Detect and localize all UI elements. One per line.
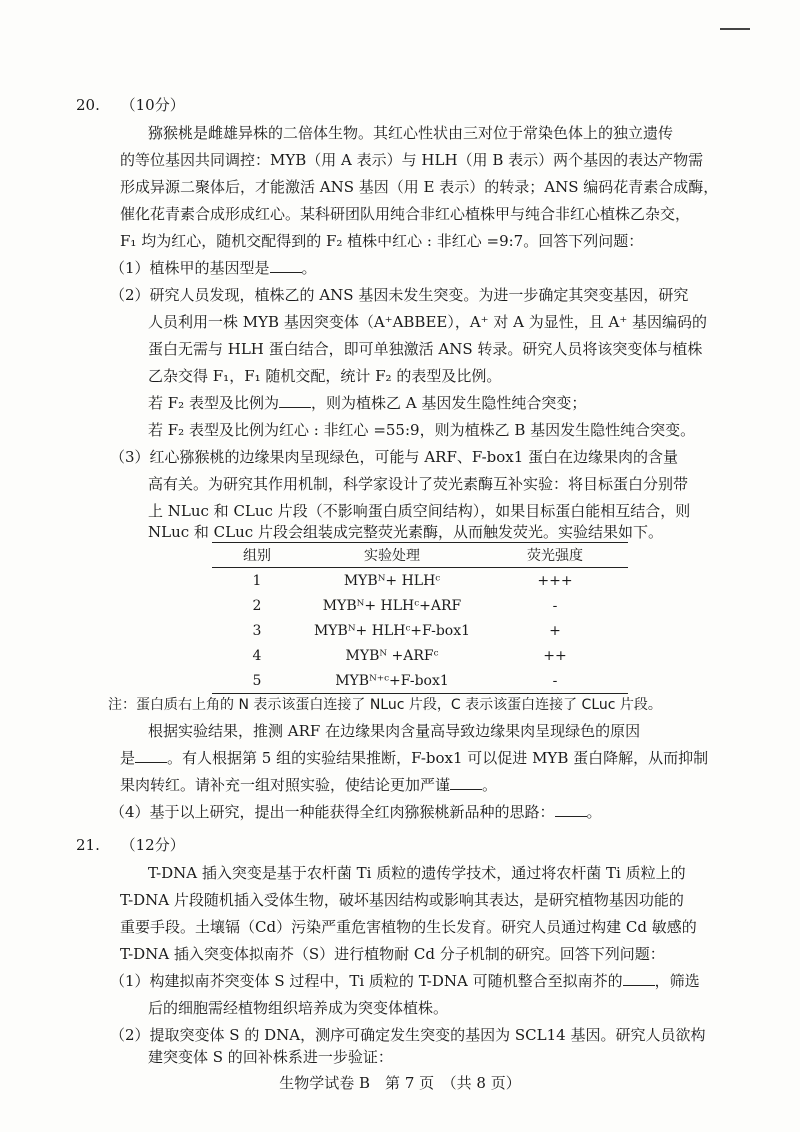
case-a-end: ，则为植株乙 A 基因发生隐性纯合突变； <box>310 394 587 412</box>
table-cell: - <box>482 668 628 694</box>
q20-sub4 <box>110 801 602 823</box>
q20-intro-line: 形成异源二聚体后，才能激活 ANS 基因（用 E 表示）的转录；ANS 编码花青素合成酶， <box>120 178 719 196</box>
q21-sub1 <box>110 970 700 992</box>
table-header: 实验处理 <box>302 543 482 568</box>
q20-sub1-text: （1）植株甲的基因型是 <box>110 259 270 277</box>
answer-blank <box>623 971 655 986</box>
q20-sub1-end: 。 <box>301 259 317 277</box>
q21-sub2: （2）提取突变体 S 的 DNA，测序可确定发生突变的基因为 SCL14 基因。研究人员欲构 <box>110 1026 706 1044</box>
q20-sub3-cont <box>120 774 497 796</box>
scan-mark <box>720 28 750 30</box>
q20-intro-line: 猕猴桃是雌雄异株的二倍体生物。其红心性状由三对位于常染色体上的独立遗传 <box>148 124 674 142</box>
question-points: （10分） <box>120 96 185 114</box>
q20-intro-line: F₁ 均为红心，随机交配得到的 F₂ 植株中红心 : 非红心 =9:7。回答下列问题： <box>120 232 644 250</box>
table-cell: MYBᴺ+ HLHᶜ+ARF <box>322 597 462 614</box>
table-cell: 5 <box>212 668 302 694</box>
table-row <box>212 593 628 618</box>
q20-sub2-case-b: 若 F₂ 表型及比例为红心 : 非红心 =55:9，则为植株乙 B 基因发生隐性纯合突变。 <box>148 421 696 439</box>
q21-intro-line: T-DNA 插入突变是基于农杆菌 Ti 质粒的遗传学技术，通过将农杆菌 Ti 质粒上的 <box>148 864 686 882</box>
case-a-text: 若 F₂ 表型及比例为 <box>148 394 279 412</box>
table-row <box>212 668 628 694</box>
sub4-text: （4）基于以上研究，提出一种能获得全红肉猕猴桃新品种的思路： <box>110 803 555 821</box>
question-21-header <box>76 834 185 855</box>
table-cell: 2 <box>252 597 262 614</box>
q21-intro-line: T-DNA 插入突变体拟南芥（S）进行植物耐 Cd 分子机制的研究。回答下列问题： <box>120 945 665 963</box>
answer-blank <box>270 258 302 273</box>
sub1-text: （1）构建拟南芥突变体 S 过程中，Ti 质粒的 T-DNA 可随机整合至拟南芥的 <box>110 972 623 990</box>
table-cell: +++ <box>537 572 573 589</box>
table-row <box>212 643 628 668</box>
table-cell: 4 <box>252 647 262 664</box>
q20-sub2-line: 乙杂交得 F₁，F₁ 随机交配，统计 F₂ 的表型及比例。 <box>148 367 502 385</box>
q20-sub2-line: 人员利用一株 MYB 基因突变体（A⁺ABBEE），A⁺ 对 A 为显性，且 A⁺ 基因编码的 <box>148 313 708 331</box>
question-points: （12分） <box>120 836 185 854</box>
table-cell: ++ <box>543 647 567 664</box>
table-cell: MYBᴺ+ HLHᶜ <box>343 572 441 589</box>
sub4-end: 。 <box>586 803 602 821</box>
results-table <box>212 542 628 694</box>
table-cell: - <box>552 597 558 614</box>
q20-sub3-cont <box>120 747 708 769</box>
q20-sub3-line: 高有关。为研究其作用机制，科学家设计了荧光素酶互补实验：将目标蛋白分别带 <box>148 475 689 493</box>
question-number: 21. <box>76 836 100 854</box>
table-cell: 1 <box>252 572 262 589</box>
q21-intro-line: T-DNA 片段随机插入受体生物，破坏基因结构或影响其表达，是研究植物基因功能的 <box>120 891 684 909</box>
q20-sub3-line: （3）红心猕猴桃的边缘果肉呈现绿色，可能与 ARF、F-box1 蛋白在边缘果肉的含量 <box>110 448 679 466</box>
q20-intro-line: 的等位基因共同调控：MYB（用 A 表示）与 HLH（用 B 表示）两个基因的表达产物需 <box>120 151 704 169</box>
table-cell: MYBᴺ+ HLHᶜ+F-box1 <box>313 622 471 639</box>
table-row <box>212 568 628 594</box>
question-number: 20. <box>76 96 100 114</box>
cont-text: 是 <box>120 749 136 767</box>
table-cell: MYBᴺ +ARFᶜ <box>345 647 439 664</box>
q21-intro-line: 重要手段。土壤镉（Cd）污染严重危害植物的生长发育。研究人员通过构建 Cd 敏感的 <box>120 918 697 936</box>
table-row <box>212 618 628 643</box>
table-note: 注：蛋白质右上角的 N 表示该蛋白连接了 NLuc 片段，C 表示该蛋白连接了 CLuc 片段。 <box>108 697 662 713</box>
table-cell: MYBᴺ⁺ᶜ+F-box1 <box>302 668 482 694</box>
table-header: 组别 <box>212 543 302 568</box>
q20-sub2-line: （2）研究人员发现，植株乙的 ANS 基因未发生突变。为进一步确定其突变基因，研究 <box>110 286 689 304</box>
answer-blank <box>555 802 587 817</box>
cont-text: 。有人根据第 5 组的实验结果推断，F-box1 可以促进 MYB 蛋白降解，从而抑制 <box>167 749 709 767</box>
answer-blank <box>135 748 167 763</box>
cont-text: 。 <box>482 776 498 794</box>
question-20-header <box>76 94 185 115</box>
page-footer: 生物学试卷 B 第 7 页 （共 8 页） <box>279 1074 521 1092</box>
table-cell: 3 <box>252 622 262 639</box>
q20-sub3-line: 上 NLuc 和 CLuc 片段（不影响蛋白质空间结构），如果目标蛋白能相互结合，则 <box>148 502 691 520</box>
q20-intro-line: 催化花青素合成形成红心。某科研团队用纯合非红心植株甲与纯合非红心植株乙杂交， <box>120 205 691 223</box>
q20-sub1 <box>110 257 317 279</box>
q20-sub2-case-a <box>148 392 586 414</box>
answer-blank <box>450 775 482 790</box>
sub1-text: ，筛选 <box>654 972 700 990</box>
q20-sub3-line: NLuc 和 CLuc 片段会组装成完整荧光素酶，从而触发荧光。实验结果如下。 <box>148 523 663 541</box>
answer-blank <box>279 393 311 408</box>
q21-sub1-cont: 后的细胞需经植物组织培养成为突变体植株。 <box>148 999 449 1017</box>
cont-text: 果肉转红。请补充一组对照实验，使结论更加严谨 <box>120 776 451 794</box>
table-cell: + <box>549 622 561 639</box>
q20-sub3-cont: 根据实验结果，推测 ARF 在边缘果肉含量高导致边缘果肉呈现绿色的原因 <box>148 722 641 740</box>
q21-sub2-cont: 建突变体 S 的回补株系进一步验证： <box>148 1048 393 1066</box>
table-header: 荧光强度 <box>482 543 628 568</box>
q20-sub2-line: 蛋白无需与 HLH 蛋白结合，即可单独激活 ANS 转录。研究人员将该突变体与植株 <box>148 340 703 358</box>
